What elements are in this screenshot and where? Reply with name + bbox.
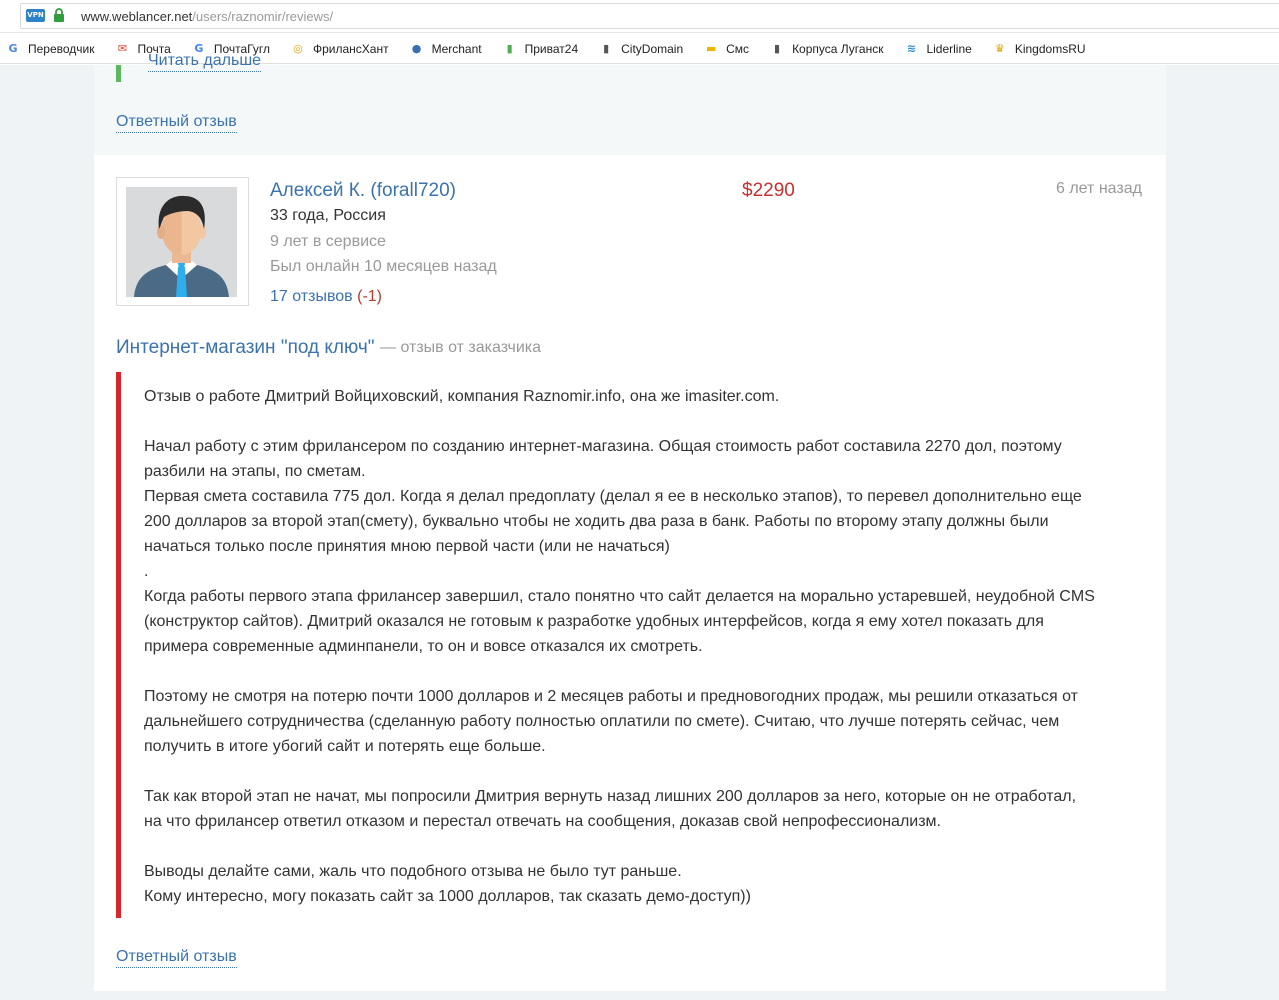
review-date: 6 лет назад xyxy=(1056,180,1142,197)
crown-icon: ♛ xyxy=(994,41,1005,55)
bookmark-label: Корпуса Луганск xyxy=(792,41,884,56)
avatar[interactable] xyxy=(116,177,249,306)
bookmark-label: ФрилансХант xyxy=(312,41,389,56)
review-text-line: 200 долларов за второй этап(смету), буквально чтобы не ходить два раза в банк. Работы по второму этапу должны были xyxy=(144,513,1049,530)
bookmark-item[interactable] xyxy=(766,38,883,60)
bookmark-label: Приват24 xyxy=(524,41,579,56)
bookmark-item[interactable] xyxy=(595,38,683,60)
bookmark-item[interactable] xyxy=(700,38,749,60)
review-text-line: дальнейшего сотрудничества (сделанную работу полностью оплатили по смете). Считаю, что лучше потерять сейчас, чем xyxy=(144,713,1060,730)
wifi-icon: ≋ xyxy=(906,41,917,55)
read-more-link[interactable]: Читать дальше xyxy=(148,51,261,72)
user-service-time: 9 лет в сервисе xyxy=(270,233,386,250)
bookmark-label: Merchant xyxy=(431,41,482,56)
review-text-line: . xyxy=(144,563,149,580)
url-path: /users/raznomir/reviews/ xyxy=(192,9,334,24)
google-icon: G xyxy=(194,41,204,55)
privat24-icon: ▮ xyxy=(506,41,513,55)
lock-icon[interactable] xyxy=(53,8,65,23)
previous-reply-link[interactable]: Ответный отзыв xyxy=(116,112,237,133)
freelancehunt-icon: ◎ xyxy=(293,41,303,55)
bookmark-item[interactable] xyxy=(989,38,1086,60)
user-name-link[interactable]: Алексей К. (forall720) xyxy=(270,180,456,201)
review-text-line: Кому интересно, могу показать сайт за 1000 долларов, так сказать демо-доступ)) xyxy=(144,888,751,905)
page-icon: ▮ xyxy=(774,41,781,55)
project-price: $2290 xyxy=(742,180,795,201)
review-type-label: — отзыв от заказчика xyxy=(380,339,542,356)
project-title-link[interactable]: Интернет-магазин "под ключ" xyxy=(116,337,375,358)
review-text-line: Поэтому не смотря на потерю почти 1000 долларов и 2 месяцев работы и предновогодних продаж, мы решили отказаться от xyxy=(144,688,1078,705)
bookmark-label: CityDomain xyxy=(621,41,684,56)
paragraph-gap xyxy=(144,659,1144,684)
globe-icon: ● xyxy=(411,41,422,55)
user-age-country: 33 года, Россия xyxy=(270,207,386,224)
user-reviews-link[interactable] xyxy=(270,288,382,306)
review-text-line: получить в итоге убогий сайт и потерять еще больше. xyxy=(144,738,546,755)
bookmark-item[interactable] xyxy=(2,38,95,60)
mail-icon: ✉ xyxy=(117,41,128,55)
bookmark-label: Смс xyxy=(726,41,750,56)
bookmark-item[interactable] xyxy=(287,38,389,60)
bookmark-item[interactable] xyxy=(499,38,579,60)
paragraph-gap xyxy=(144,834,1144,859)
sms-icon: ▬ xyxy=(705,41,717,55)
review-text-line: Первая смета составила 775 дол. Когда я делал предоплату (делал я ее в несколько этапов), то перевел дополнительно еще xyxy=(144,488,1082,505)
review-text-line: Отзыв о работе Дмитрий Войциховский, компания Raznomir.info, она же imasiter.com. xyxy=(144,388,780,405)
paragraph-gap xyxy=(144,759,1144,784)
page-icon: ▮ xyxy=(603,41,610,55)
review-text-line: примера современные админпанели, то он и вовсе отказался их смотреть. xyxy=(144,638,703,655)
paragraph-gap xyxy=(144,409,1144,434)
review-text-line: Так как второй этап не начат, мы попросили Дмитрия вернуть назад лишних 200 долларов за него, которые он не отработал, xyxy=(144,788,1077,805)
reply-review-link[interactable]: Ответный отзыв xyxy=(116,947,237,968)
url-text[interactable] xyxy=(81,9,333,24)
user-last-online: Был онлайн 10 месяцев назад xyxy=(270,258,497,275)
review-text xyxy=(144,384,1144,909)
review-text-line: (конструктор сайтов). Дмитрий оказался не готовым к разработке удобных интерфейсов, когда я ему хотел показать для xyxy=(144,613,1044,630)
bookmark-label: Liderline xyxy=(926,41,972,56)
review-text-line: разбили на этапы, по сметам. xyxy=(144,463,366,480)
review-text-line: Выводы делайте сами, жаль что подобного отзыва не было тут раньше. xyxy=(144,863,682,880)
previous-review-quote-bar xyxy=(116,65,121,82)
bookmark-label: Переводчик xyxy=(28,41,95,56)
review-text-line: начаться только после принятия мною первой части (или не начаться) xyxy=(144,538,670,555)
user-avatar-icon xyxy=(126,187,237,297)
bookmark-item[interactable] xyxy=(406,38,482,60)
bookmark-label: Почта xyxy=(137,41,171,56)
url-domain: www.weblancer.net xyxy=(81,9,193,24)
previous-review-card xyxy=(94,65,1166,155)
google-translate-icon: G xyxy=(8,41,18,55)
bookmark-label: ПочтаГугл xyxy=(213,41,270,56)
review-text-line: Когда работы первого этапа фрилансер завершил, стало понятно что сайт делается на морально устаревшей, неудобной CMS xyxy=(144,588,1095,605)
bookmark-label: KingdomsRU xyxy=(1014,41,1086,56)
address-bar xyxy=(0,0,1279,33)
review-quote-bar xyxy=(116,372,121,918)
reviews-negative-count: (-1) xyxy=(357,288,383,305)
reviews-count[interactable]: 17 отзывов xyxy=(270,288,353,305)
url-field[interactable] xyxy=(20,3,1279,29)
vpn-badge[interactable]: VPN xyxy=(26,9,45,22)
page-content xyxy=(0,52,1279,1000)
bookmark-item[interactable] xyxy=(900,38,971,60)
review-text-line: Начал работу с этим фрилансером по созданию интернет-магазина. Общая стоимость работ составила 2270 дол, поэтому xyxy=(144,438,1062,455)
review-text-line: на что фрилансер ответил отказом и перестал отвечать на сообщения, доказав свой непрофессионализм. xyxy=(144,813,941,830)
